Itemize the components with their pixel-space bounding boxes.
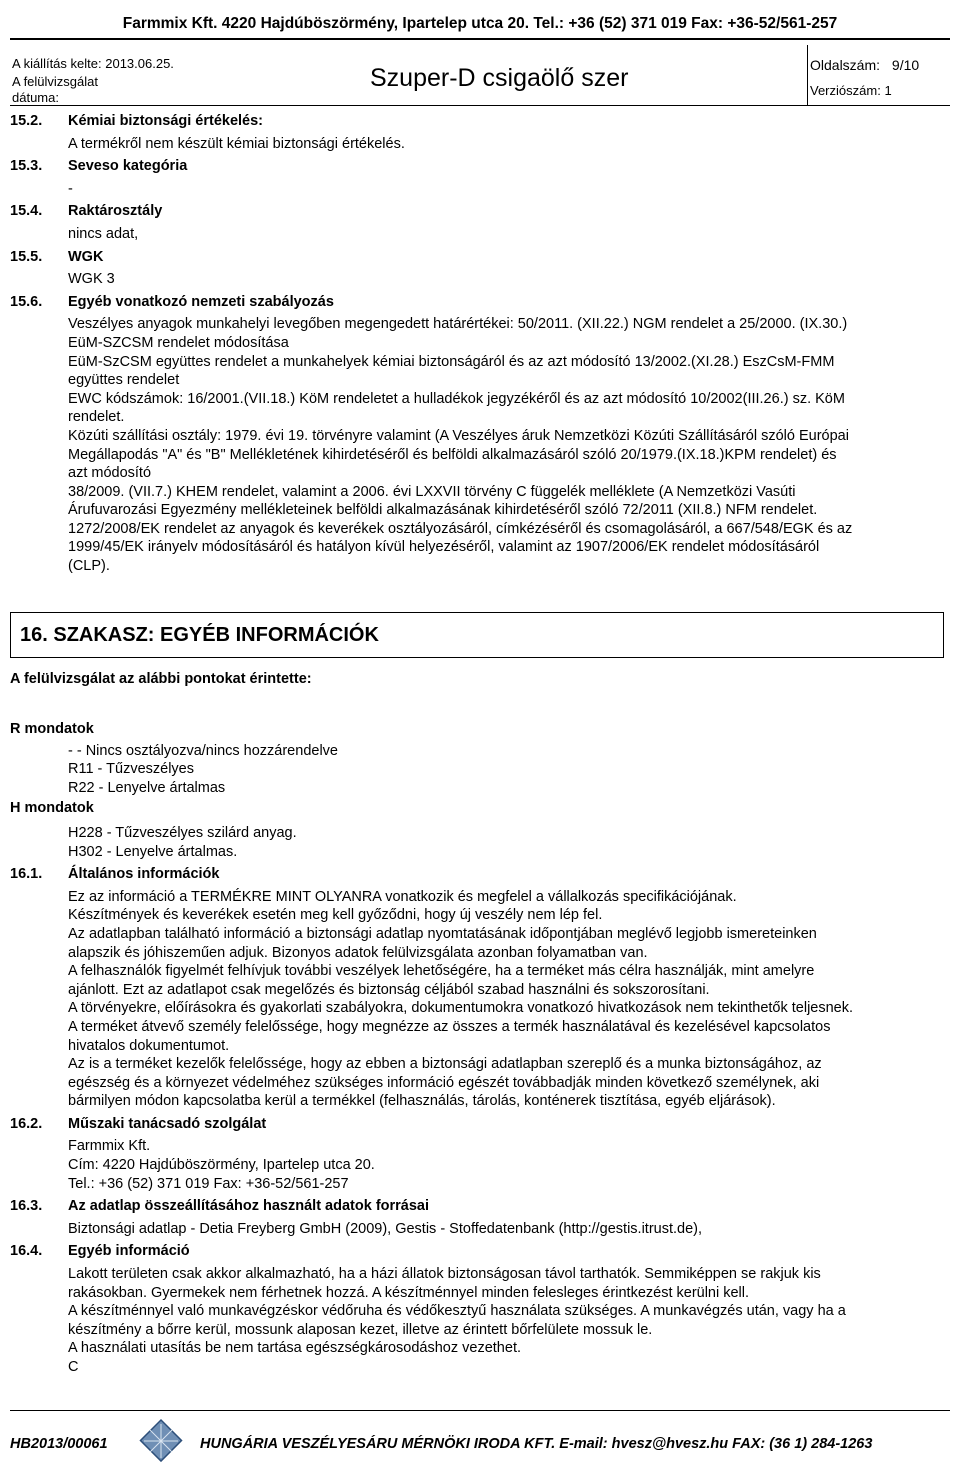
- header-bottom-divider: [10, 105, 950, 106]
- text-line: A felhasználók figyelmét felhívjuk további veszélyek lehetőségére, ha a terméket más célra használják, mint amelyre: [68, 963, 815, 980]
- text-line: alapszik és jóhiszeműen adjuk. Bizonyos adatok felülvizsgálata azonban folyamatban van.: [68, 944, 648, 961]
- text-line: együttes rendelet: [68, 372, 180, 389]
- subsection-15-4: [10, 202, 940, 221]
- r-phrases: [10, 720, 940, 1377]
- subsection-title: Raktárosztály: [68, 203, 163, 220]
- h-phrases-list: [68, 824, 940, 861]
- subsection-15-2: [10, 112, 940, 131]
- text-line: Lakott területen csak akkor alkalmazható, ha a házi állatok biztonságosan távol tarthatók. Semmiképpen se rakjuk kis: [68, 1266, 821, 1283]
- subsection-15-6: [10, 293, 940, 312]
- text-line: A készítménnyel való munkavégzéskor védőruha és védőkesztyű használata szükséges. A munkavégzés után, vagy ha a: [68, 1303, 846, 1320]
- page-value: 9/10: [891, 57, 920, 73]
- subsection-title: Az adatlap összeállításához használt adatok forrásai: [68, 1198, 430, 1215]
- general-info-text: [68, 888, 940, 1111]
- section-15: [10, 112, 940, 576]
- text-line: Farmmix Kft.: [68, 1138, 151, 1155]
- text-line: Az adatlapban található információ a biztonsági adatlap nyomtatásának időpontjában meglévő legjobb ismereteinken: [68, 925, 817, 942]
- text-line: A terméket átvevő személy felelőssége, hogy megnézze az összes a termék használatával és kezelésével kapcsolatos: [68, 1018, 831, 1035]
- text-line: készítmény a bőrre kerül, mossunk alaposan kezet, illetve az érintett bőrfelülete mossuk le.: [68, 1321, 653, 1338]
- text-line: Ez az információ a TERMÉKRE MINT OLYANRA vonatkozik és megfelel a vállalkozás specifikációjának.: [68, 888, 737, 905]
- section-16-title: 16. SZAKASZ: EGYÉB INFORMÁCIÓK: [20, 624, 379, 646]
- subsection-title: Kémiai biztonsági értékelés:: [68, 113, 264, 129]
- subsection-number: 15.6.: [10, 293, 43, 310]
- issue-date-row: [12, 56, 174, 72]
- text-line: A használati utasítás be nem tartása egészségkárosodáshoz vezethet.: [68, 1340, 521, 1357]
- subsection-15-5: [10, 248, 940, 267]
- text-line: Veszélyes anyagok munkahelyi levegőben megengedett határértékei: 50/2011. (XII.22.) NGM rendelet a 25/2000. (IX.30.): [68, 316, 848, 333]
- text-line: EWC kódszámok: 16/2001.(VII.18.) KöM rendeletet a hulladékok jegyzékéről és az azt módosító 10/2002(III.26.) sz. KöM: [68, 390, 845, 407]
- review-label-2: dátuma:: [12, 90, 59, 105]
- other-info-text: [68, 1265, 940, 1377]
- company-header: Farmmix Kft. 4220 Hajdúböszörmény, Ipartelep utca 20. Tel.: +36 (52) 371 019 Fax: +36-52/561-257: [122, 15, 838, 32]
- regulation-text: [68, 315, 940, 575]
- subsection-number: 16.1.: [10, 866, 43, 883]
- subsection-16-3: [10, 1197, 940, 1216]
- r-phrase-item: R11 - Tűzveszélyes: [68, 761, 194, 778]
- h-phrase-item: H228 - Tűzveszélyes szilárd anyag.: [68, 824, 297, 841]
- text-line: (CLP).: [68, 558, 110, 575]
- text-line: Biztonsági adatlap - Detia Freyberg GmbH (2009), Gestis - Stoffedatenbank (http://gestis.itrust.de),: [68, 1220, 703, 1237]
- subsection-text: -: [68, 180, 73, 197]
- r-phrase-item: R22 - Lenyelve ártalmas: [68, 779, 226, 796]
- text-line: Készítmények és keverékek esetén meg kell győződni, hogy új veszély nem lép fel.: [68, 907, 603, 924]
- footer-divider: [10, 1410, 950, 1411]
- subsection-number: 15.3.: [10, 158, 43, 175]
- subsection-text: WGK 3: [68, 271, 115, 288]
- review-label-1: A felülvizsgálat: [12, 74, 98, 89]
- text-line: 38/2009. (VII.7.) KHEM rendelet, valamint a 2006. évi LXXVII törvény C függelék melléklete (A Nemzetközi Vasúti: [68, 483, 796, 500]
- h-phrase-item: H302 - Lenyelve ártalmas.: [68, 843, 238, 860]
- product-title: Szuper-D csigaölő szer: [370, 64, 629, 92]
- subsection-text: nincs adat,: [68, 225, 139, 242]
- subsection-title: Egyéb vonatkozó nemzeti szabályozás: [68, 293, 334, 310]
- version-label: Verziószám:: [810, 83, 881, 98]
- text-line: Az is a terméket kezelők felelőssége, hogy az ebben a biztonsági adatlapban szereplő és a munka biztonságához, az: [68, 1056, 822, 1073]
- subsection-title: Műszaki tanácsadó szolgálat: [68, 1115, 267, 1132]
- issue-date: 2013.06.25.: [105, 56, 174, 71]
- subsection-title: WGK: [68, 248, 104, 265]
- sources-text: [68, 1220, 940, 1239]
- diamond-logo-icon: [138, 1418, 184, 1464]
- subsection-16-2: [10, 1115, 940, 1134]
- text-line: rakásokban. Gyermekek nem férhetnek hozzá. A készítménnyel minden felesleges érintkezést kerülni kell.: [68, 1284, 750, 1301]
- text-line: A törvényekre, előírásokra és gyakorlati szabályokra, dokumentumokra vonatkozó hivatkozások nem tekinthetők teljesnek.: [68, 1000, 854, 1017]
- version-row: [810, 83, 892, 99]
- header-separator: [807, 45, 808, 105]
- header-divider: [10, 38, 950, 40]
- version-value: 1: [884, 83, 892, 98]
- r-phrases-list: [68, 742, 940, 798]
- subsection-text: A termékről nem készült kémiai biztonsági értékelés.: [68, 135, 405, 152]
- advisory-service-text: [68, 1137, 940, 1193]
- subsection-number: 15.4.: [10, 203, 43, 220]
- h-phrases-title: H mondatok: [10, 800, 94, 817]
- subsection-number: 15.5.: [10, 248, 43, 265]
- text-line: Tel.: +36 (52) 371 019 Fax: +36-52/561-257: [68, 1175, 349, 1192]
- text-line: EüM-SzCSM együttes rendelet a munkahelyek kémiai biztonságáról és az azt módosító 13/2002.(XI.28.) EszCsM-FMM: [68, 353, 835, 370]
- subsection-number: 16.3.: [10, 1198, 43, 1215]
- subsection-title: Seveso kategória: [68, 158, 188, 175]
- subsection-16-4: [10, 1242, 940, 1261]
- subsection-title: Általános információk: [68, 866, 220, 883]
- subsection-number: 16.2.: [10, 1115, 43, 1132]
- r-phrase-item: - - Nincs osztályozva/nincs hozzárendelve: [68, 742, 338, 759]
- text-line: ajánlott. Ezt az adatlapot csak megelőzés és biztonság céljából szabad használni és sokszorosítani.: [68, 981, 710, 998]
- text-line: rendelet.: [68, 409, 125, 426]
- text-line: Cím: 4220 Hajdúböszörmény, Ipartelep utca 20.: [68, 1157, 375, 1174]
- text-line: bármilyen módon kapcsolatba kerül a termékkel (felhasználás, tárolás, konténerek tisztítása, egyéb eljárások).: [68, 1093, 776, 1110]
- r-phrases-title: R mondatok: [10, 721, 94, 737]
- text-line: 1272/2008/EK rendelet az anyagok és keverékek osztályozásáról, címkézéséről és csomagolásáról, a 667/548/EGK és az: [68, 520, 853, 537]
- text-line: 1999/45/EK irányelv módosításáról és hatályon kívül helyezéséről, valamint az 1907/2006/EK rendelet módosításáról: [68, 539, 820, 556]
- text-line: Árufuvarozási Egyezmény mellékleteinek belföldi alkalmazásának kihirdetéséről szóló 72/2011 (XII.8.) NFM rendelet.: [68, 502, 818, 519]
- subsection-15-3: [10, 157, 940, 176]
- text-line: hivatalos dokumentumot.: [68, 1037, 230, 1054]
- text-line: azt módosító: [68, 465, 152, 482]
- issue-label: A kiállítás kelte:: [12, 56, 102, 71]
- review-points-heading: A felülvizsgálat az alábbi pontokat érintette:: [10, 671, 312, 687]
- text-line: C: [68, 1359, 79, 1375]
- page-number-row: [810, 57, 919, 73]
- text-line: EüM-SZCSM rendelet módosítása: [68, 334, 289, 351]
- subsection-number: 16.4.: [10, 1243, 43, 1260]
- subsection-16-1: [10, 865, 940, 884]
- subsection-title: Egyéb információ: [68, 1243, 190, 1260]
- text-line: Közúti szállítási osztály: 1979. évi 19. törvényre valamint (A Veszélyes áruk Nemzetközi Közúti Szállításáról szóló Európai: [68, 427, 849, 444]
- subsection-number: 15.2.: [10, 113, 43, 129]
- footer-code: HB2013/00061: [10, 1436, 108, 1452]
- page-label: Oldalszám:: [810, 57, 881, 73]
- footer-text: HUNGÁRIA VESZÉLYESÁRU MÉRNÖKI IRODA KFT. E-mail: hvesz@hvesz.hu FAX: (36 1) 284-1263: [200, 1436, 873, 1452]
- text-line: egészség és a környezet védelméhez szükséges információ egészét továbbadják minden következő személynek, aki: [68, 1074, 820, 1091]
- text-line: Megállapodás "A" és "B" Mellékletének kihirdetéséről és belföldi alkalmazásáról szóló 20/1979.(IX.18.)KPM rendelet) és: [68, 446, 837, 463]
